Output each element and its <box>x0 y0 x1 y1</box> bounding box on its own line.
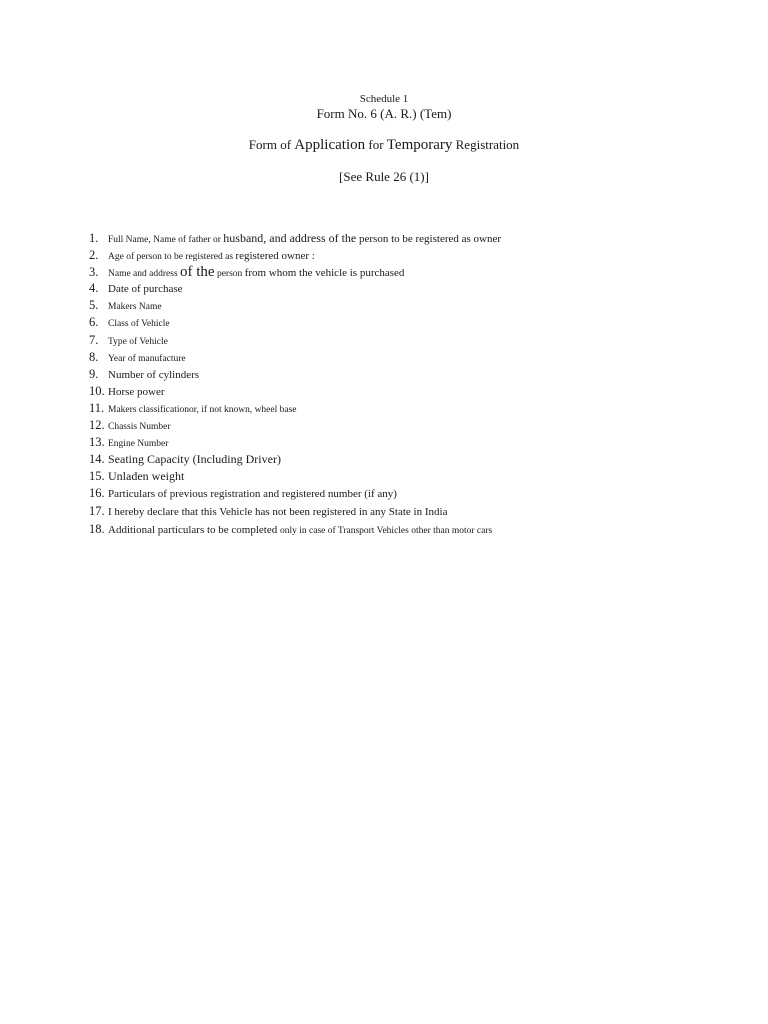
item-number: 9. <box>89 366 99 381</box>
item-text-part: person <box>214 269 245 280</box>
item-text-part: Additional particulars to be completed <box>108 523 280 536</box>
item-number: 14. <box>89 452 105 467</box>
form-title-part: Form of <box>248 137 295 152</box>
item-text: Horse power <box>108 385 165 398</box>
item-number: 3. <box>89 265 99 280</box>
item-number: 4. <box>89 281 99 296</box>
form-title <box>0 137 768 154</box>
list-item <box>89 229 709 246</box>
item-text-part: of the <box>180 264 215 281</box>
item-text: Class of Vehicle <box>108 319 170 330</box>
list-item <box>89 417 709 434</box>
item-text: Type of Vehicle <box>108 336 168 347</box>
item-number: 6. <box>89 315 99 330</box>
item-text-part: registered owner : <box>235 250 315 263</box>
item-number: 13. <box>89 435 105 450</box>
item-text: Number of cylinders <box>108 368 200 381</box>
list-item <box>89 400 709 417</box>
item-text-part: Age of person to be registered as <box>108 252 236 263</box>
item-number: 10. <box>89 383 105 398</box>
item-text <box>108 263 404 283</box>
item-text: Date of purchase <box>108 283 183 296</box>
list-item <box>89 503 709 520</box>
item-text: Engine Number <box>108 439 169 450</box>
see-rule-reference: [See Rule 26 (1)] <box>339 169 429 184</box>
item-text-part: only in case of Transport Vehicles other than motor cars <box>279 525 493 536</box>
item-number: 5. <box>89 298 99 313</box>
item-text: Chassis Number <box>108 422 171 433</box>
item-number: 15. <box>89 469 105 484</box>
item-text-part: person to be registered as owner <box>356 233 502 245</box>
item-text: Makers classificationor, if not known, wheel base <box>108 404 297 415</box>
form-title-part: Temporary <box>386 137 453 153</box>
item-number: 12. <box>89 418 105 433</box>
item-text: Unladen weight <box>108 469 185 484</box>
form-number: Form No. 6 (A. R.) (Tem) <box>316 106 452 121</box>
item-number: 17. <box>89 503 105 518</box>
form-title-part: Registration <box>452 137 520 152</box>
item-number: 2. <box>89 248 99 263</box>
list-item <box>89 451 709 468</box>
form-title-part: for <box>365 137 387 152</box>
list-item <box>89 468 709 485</box>
list-item <box>89 520 709 537</box>
item-text-part: from whom the vehicle is purchased <box>244 267 405 280</box>
item-number: 8. <box>89 349 99 364</box>
item-number: 11. <box>89 400 105 415</box>
form-field-list <box>89 229 709 537</box>
item-text: Makers Name <box>108 302 162 313</box>
item-number: 7. <box>89 332 99 347</box>
item-text <box>108 520 492 540</box>
item-text-part: husband, and address of the <box>223 231 357 245</box>
list-item <box>89 263 709 280</box>
item-text: Year of manufacture <box>108 353 186 364</box>
list-item <box>89 314 709 331</box>
list-item <box>89 383 709 400</box>
item-text: I hereby declare that this Vehicle has not been registered in any State in India <box>108 505 448 518</box>
list-item <box>89 332 709 349</box>
schedule-label: Schedule 1 <box>359 93 409 105</box>
item-number: 16. <box>89 486 105 501</box>
item-text: Seating Capacity (Including Driver) <box>108 452 281 467</box>
list-item <box>89 485 709 502</box>
form-title-part: Application <box>294 137 366 153</box>
item-number: 1. <box>89 231 99 245</box>
list-item <box>89 349 709 366</box>
item-text-part: Name and address <box>108 269 181 280</box>
list-item <box>89 434 709 451</box>
list-item <box>89 297 709 314</box>
item-text-part: Full Name, Name of father or <box>108 235 224 245</box>
item-number: 18. <box>89 521 105 536</box>
item-text: Particulars of previous registration and registered number (if any) <box>108 488 397 501</box>
list-item <box>89 366 709 383</box>
